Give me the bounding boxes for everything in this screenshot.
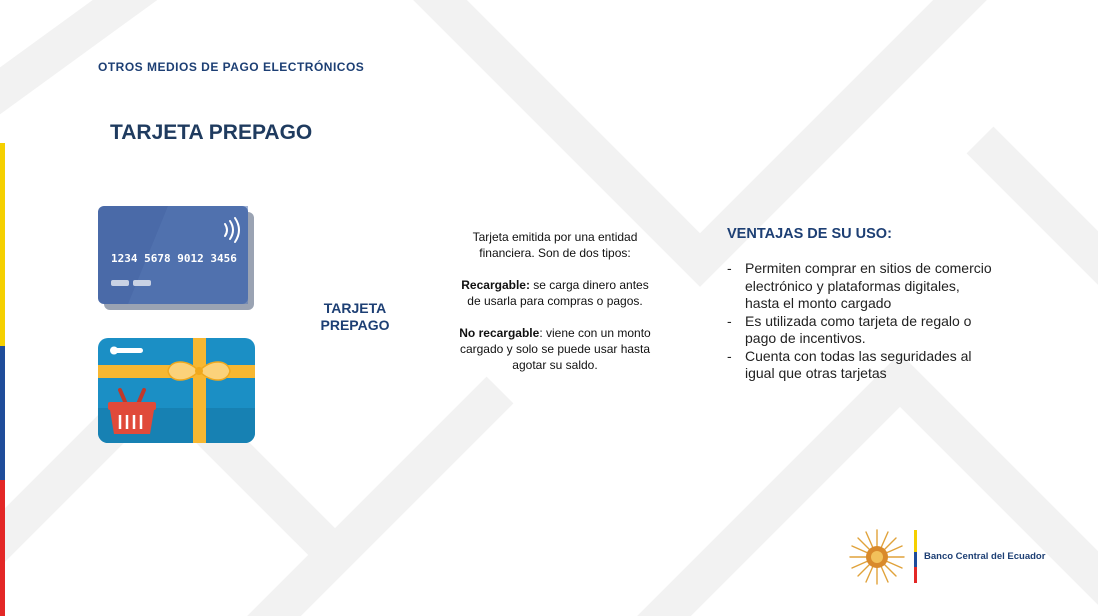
recargable-label: Recargable:: [461, 278, 530, 292]
recargable-text: se carga dinero antes de usarla para compras o pagos.: [467, 278, 649, 308]
center-label: [300, 300, 410, 334]
flag-bar-red: [0, 480, 5, 616]
list-item: [727, 348, 992, 383]
logo-divider: [914, 530, 917, 583]
list-item-text: Es utilizada como tarjeta de regalo o pago de incentivos.: [745, 312, 972, 346]
description-block: [455, 229, 655, 373]
no-recargable-text: : viene con un monto cargado y solo se puede usar hasta agotar su saldo.: [459, 326, 651, 372]
description-intro: Tarjeta emitida por una entidad financiera. Son de dos tipos:: [472, 230, 638, 260]
section-title: OTROS MEDIOS DE PAGO ELECTRÓNICOS: [98, 60, 365, 74]
advantages-list: [727, 260, 992, 383]
list-item: [727, 313, 992, 348]
credit-card-icon: [98, 206, 254, 310]
list-dash: -: [727, 260, 732, 276]
list-item: [727, 260, 992, 313]
no-recargable-label: No recargable: [459, 326, 540, 340]
list-item-text: Permiten comprar en sitios de comercio electrónico y plataformas digitales, hasta el monto cargado: [745, 260, 992, 311]
flag-bar-yellow: [0, 143, 5, 346]
list-dash: -: [727, 347, 732, 364]
advantages-title: VENTAJAS DE SU USO:: [727, 226, 892, 242]
description-recargable: [455, 277, 655, 309]
page-title: TARJETA PREPAGO: [110, 121, 313, 144]
list-item-text: Cuenta con todas las seguridades al igual que otras tarjetas: [745, 347, 972, 381]
list-dash: -: [727, 312, 732, 329]
center-label-line2: PREPAGO: [320, 317, 390, 333]
gift-card-icon: [98, 338, 255, 443]
center-label-line1: TARJETA: [323, 300, 387, 316]
description-no-recargable: [455, 325, 655, 373]
flag-bar-blue: [0, 346, 5, 480]
card-number: 1234 5678 9012 3456: [111, 252, 237, 265]
logo-text: Banco Central del Ecuador: [924, 551, 1046, 562]
sun-emblem-icon: [846, 528, 908, 586]
